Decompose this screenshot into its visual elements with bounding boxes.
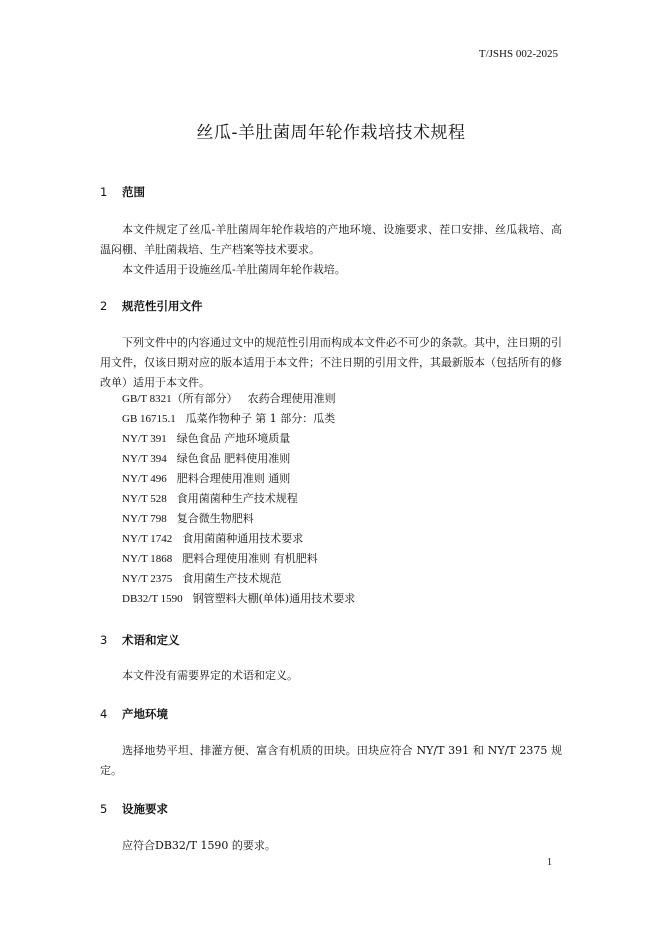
reference-title: 食用菌生产技术规范	[182, 572, 282, 585]
reference-title: 绿色食品 产地环境质量	[176, 432, 291, 445]
reference-code: NY/T 1742	[122, 533, 173, 545]
reference-item	[122, 509, 355, 529]
reference-title: 绿色食品 肥料使用准则	[176, 452, 291, 465]
reference-title: 瓜菜作物种子 第 1 部分：瓜类	[185, 412, 336, 425]
reference-item	[122, 409, 355, 429]
section-title: 术语和定义	[122, 633, 180, 647]
reference-code: NY/T 1868	[122, 553, 173, 565]
section-heading-facility-requirements	[100, 801, 168, 817]
section-heading-site-environment	[100, 706, 168, 722]
page-number: 1	[547, 857, 552, 868]
reference-item	[122, 449, 355, 469]
reference-title: 复合微生物肥料	[176, 512, 254, 525]
reference-code: NY/T 798	[122, 513, 167, 525]
reference-title: 食用菌菌种生产技术规程	[176, 492, 298, 505]
reference-list	[122, 389, 355, 609]
reference-item	[122, 469, 355, 489]
section-number: 4	[100, 707, 108, 721]
section-heading-terms-definitions	[100, 632, 180, 648]
reference-item	[122, 389, 355, 409]
reference-code: NY/T 528	[122, 493, 167, 505]
section-title: 范围	[122, 185, 146, 199]
reference-item	[122, 489, 355, 509]
reference-code: NY/T 394	[122, 453, 167, 465]
reference-item	[122, 429, 355, 449]
reference-title: 食用菌菌种通用技术要求	[182, 532, 304, 545]
section-heading-normative-references	[100, 298, 203, 314]
reference-item	[122, 529, 355, 549]
reference-code: GB 16715.1	[122, 413, 176, 425]
section-number: 3	[100, 633, 108, 647]
reference-title: 农药合理使用准则	[247, 392, 336, 405]
doc-code: T/JSHS 002-2025	[478, 48, 558, 60]
paragraph: 下列文件中的内容通过文中的规范性引用而构成本文件必不可少的条款。其中，注日期的引用文件，仅该日期对应的版本适用于本文件；不注日期的引用文件，其最新版本（包括所有的修改单）适用于本文件。	[100, 336, 562, 389]
paragraph: 选择地势平坦、排灌方便、富含有机质的田块。田块应符合 NY/T 391 和 NY/T 2375 规定。	[100, 744, 562, 777]
section-title: 设施要求	[122, 802, 169, 816]
page-title: 丝瓜-羊肚菌周年轮作栽培技术规程	[196, 123, 466, 143]
reference-code: GB/T 8321（所有部分）	[122, 393, 238, 405]
paragraph: 本文件没有需要界定的术语和定义。	[122, 669, 298, 682]
paragraph: 本文件规定了丝瓜-羊肚菌周年轮作栽培的产地环境、设施要求、茬口安排、丝瓜栽培、高温闷棚、羊肚菌栽培、生产档案等技术要求。	[100, 223, 562, 256]
reference-title: 肥料合理使用准则 通则	[176, 472, 291, 485]
reference-code: NY/T 2375	[122, 573, 173, 585]
section-number: 2	[100, 299, 108, 313]
section-number: 5	[100, 802, 108, 816]
paragraph: 应符合DB32/T 1590 的要求。	[122, 839, 276, 852]
reference-code: DB32/T 1590	[122, 593, 183, 605]
reference-code: NY/T 496	[122, 473, 167, 485]
section-title: 规范性引用文件	[122, 299, 203, 313]
reference-title: 肥料合理使用准则 有机肥料	[182, 552, 318, 565]
section-number: 1	[100, 185, 108, 199]
reference-item	[122, 549, 355, 569]
reference-title: 钢管塑料大棚(单体)通用技术要求	[192, 592, 356, 605]
reference-item	[122, 589, 355, 609]
paragraph: 本文件适用于设施丝瓜-羊肚菌周年轮作栽培。	[122, 263, 346, 276]
section-heading-scope	[100, 184, 145, 200]
section-title: 产地环境	[122, 707, 169, 721]
reference-item	[122, 569, 355, 589]
reference-code: NY/T 391	[122, 433, 167, 445]
